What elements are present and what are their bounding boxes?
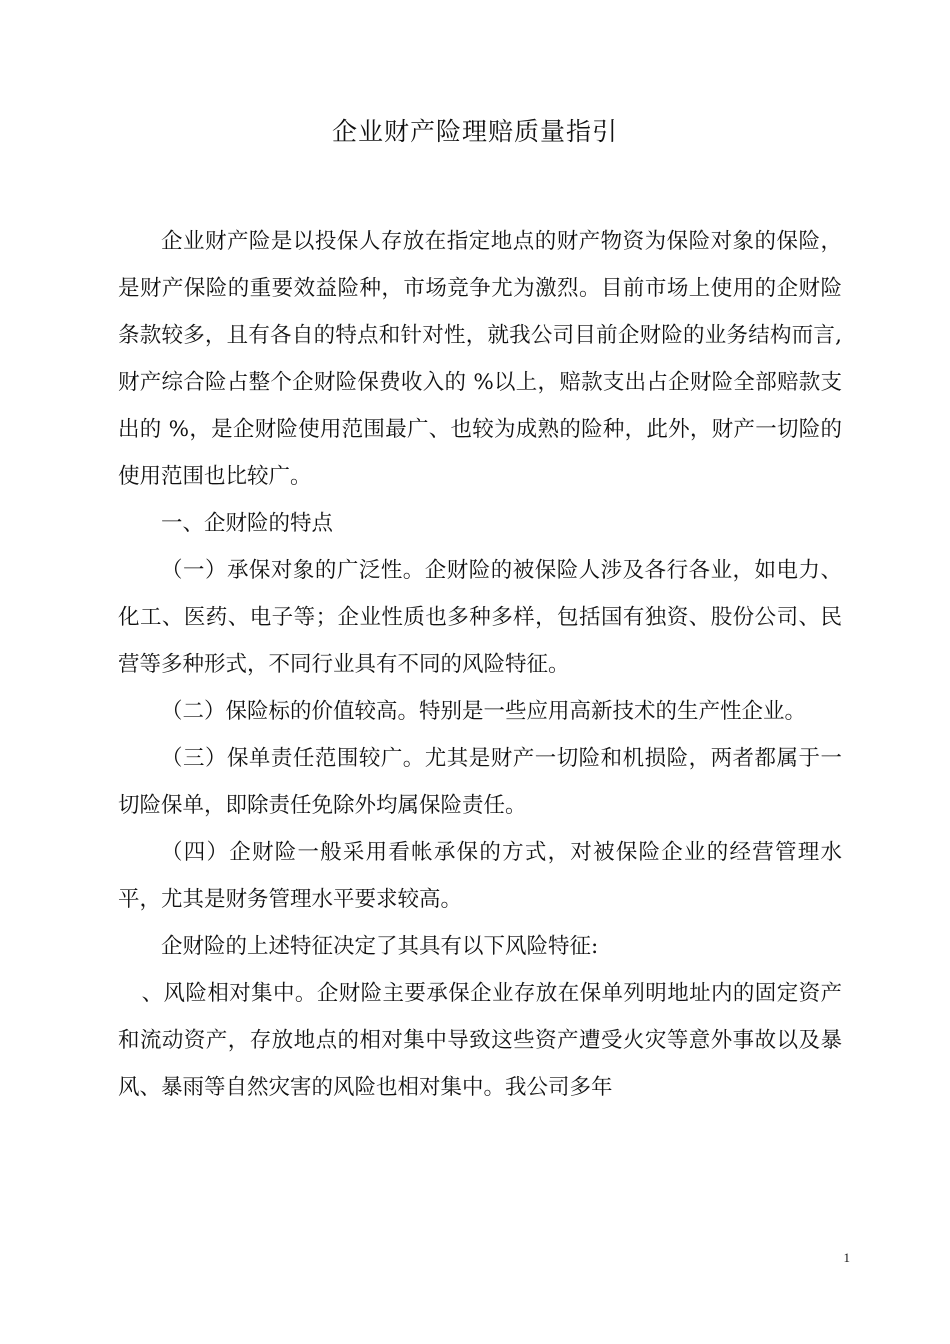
paragraph-risk-1: 、风险相对集中。企财险主要承保企业存放在保单列明地址内的固定资产和流动资产，存放地点的相对集中导致这些资产遭受火灾等意外事故以及暴风、暴雨等自然灾害的风险也相对集中。我公司多年 — [118, 981, 842, 1100]
paragraph-intro: 企业财产险是以投保人存放在指定地点的财产物资为保险对象的保险，是财产保险的重要效益险种，市场竞争尤为激烈。目前市场上使用的企财险条款较多，且有各自的特点和针对性，就我公司目前企财险的业务结构而言,财产综合险占整个企财险保费收入的 %以上，赔款支出占企财险全部赔款支出的 %，是企财险使用范围最广、也较为成熟的险种，此外，财产一切险的使用范围也比较广。 — [118, 229, 842, 489]
paragraph-risk-intro: 企财险的上述特征决定了其具有以下风险特征: — [161, 934, 599, 959]
document-body — [118, 218, 842, 1111]
document-title: 企业财产险理赔质量指引 — [331, 117, 618, 146]
paragraph-item-2: （二）保险标的价值较高。特别是一些应用高新技术的生产性企业。 — [161, 699, 807, 724]
paragraph-item-1: （一）承保对象的广泛性。企财险的被保险人涉及各行各业，如电力、化工、医药、电子等；企业性质也多种多样，包括国有独资、股份公司、民营等多种形式，不同行业具有不同的风险特征。 — [118, 558, 842, 677]
page-number: 1 — [843, 1250, 850, 1265]
section-heading-characteristics: 一、企财险的特点 — [161, 511, 334, 536]
paragraph-item-4: （四）企财险一般采用看帐承保的方式，对被保险企业的经营管理水平，尤其是财务管理水平要求较高。 — [118, 840, 842, 912]
paragraph-item-3: （三）保单责任范围较广。尤其是财产一切险和机损险，两者都属于一切险保单，即除责任免除外均属保险责任。 — [118, 746, 842, 818]
